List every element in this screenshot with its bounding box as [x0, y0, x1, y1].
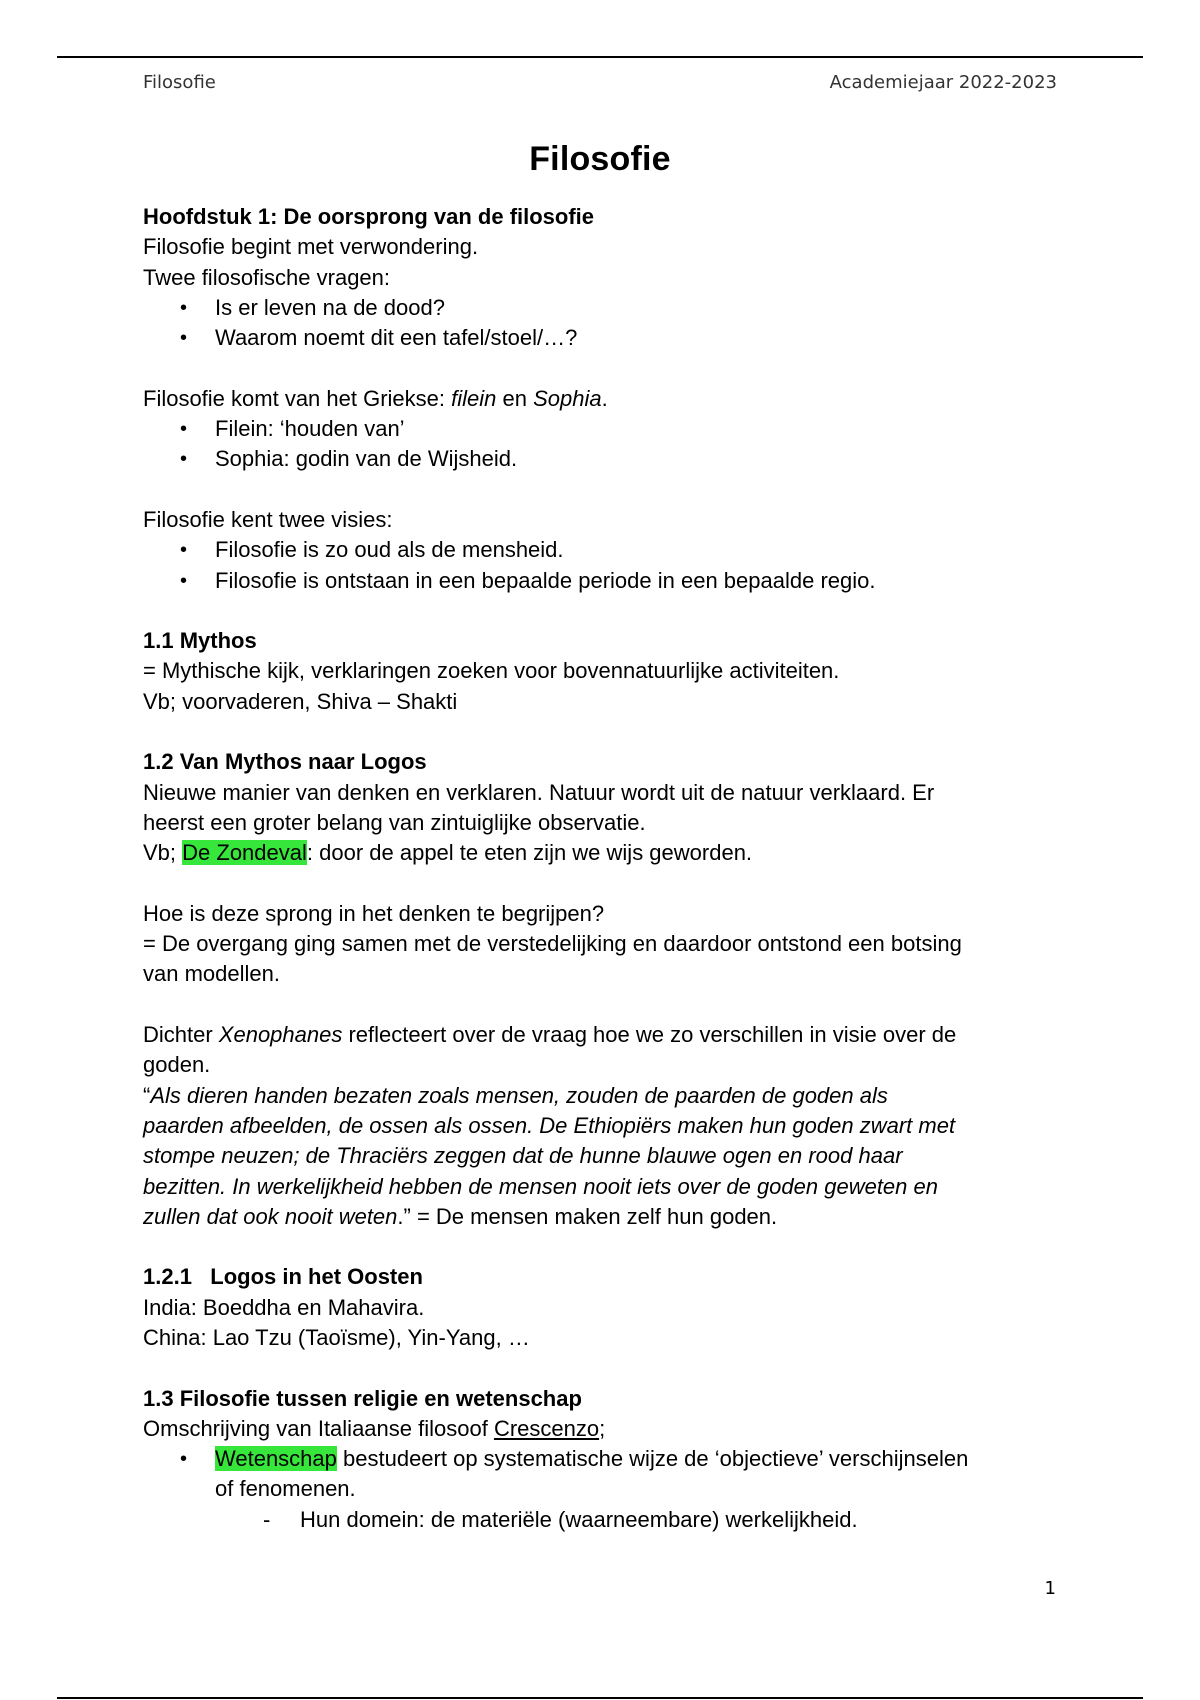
blank-line	[143, 869, 1063, 899]
text-run: .” = De mensen maken zelf hun goden.	[397, 1203, 778, 1229]
chapter-heading: Hoofdstuk 1: De oorsprong van de filosofie	[143, 204, 595, 229]
italic-term: filein	[451, 385, 497, 411]
paragraph	[143, 384, 1063, 414]
text-run: Vb;	[143, 840, 183, 866]
section-heading: 1.1 Mythos	[143, 628, 257, 654]
italic-term: Xenophanes	[218, 1022, 343, 1048]
blank-line	[143, 353, 1063, 383]
bullet-list	[143, 1444, 1063, 1505]
page-number: 1	[1044, 1578, 1056, 1599]
blank-line	[143, 1232, 1063, 1262]
bullet-list	[143, 293, 1063, 354]
highlighted-term: De Zondeval	[182, 840, 307, 866]
quote-line	[143, 1081, 1063, 1111]
quote-text: zullen dat ook nooit weten	[143, 1203, 398, 1229]
blank-line	[143, 1353, 1063, 1383]
paragraph	[143, 838, 1063, 868]
text-run: : door de appel te eten zijn we wijs geworden.	[306, 840, 753, 866]
running-header-right: Academiejaar 2022-2023	[829, 72, 1057, 93]
footer-rule	[57, 1697, 1143, 1699]
quote-line	[143, 1202, 1063, 1232]
bullet-list	[143, 414, 1063, 475]
quote-text: Als dieren handen bezaten zoals mensen, zouden de paarden de goden als	[150, 1082, 888, 1108]
list-item: • Filosofie is ontstaan in een bepaalde periode in een bepaalde regio.	[143, 566, 1063, 596]
italic-term: Sophia	[533, 385, 602, 411]
paragraph	[143, 1414, 1063, 1444]
quote-line	[143, 1141, 1063, 1171]
quote-text: paarden afbeelden, de ossen als ossen. De Ethiopiërs maken hun goden zwart met	[143, 1112, 956, 1138]
blank-line	[143, 596, 1063, 626]
section-heading: 1.3 Filosofie tussen religie en wetenschap	[143, 1385, 582, 1411]
list-item: • Is er leven na de dood?	[143, 293, 1063, 323]
paragraph: China: Lao Tzu (Taoïsme), Yin-Yang, …	[143, 1324, 530, 1350]
quote-text: stompe neuzen; de Thraciërs zeggen dat de hunne blauwe ogen en rood haar	[143, 1143, 903, 1169]
text-run: Omschrijving van Italiaanse filosoof	[143, 1415, 494, 1441]
text-run: Dichter	[143, 1022, 219, 1048]
highlighted-term: Wetenschap	[215, 1446, 337, 1472]
blank-line	[143, 475, 1063, 505]
paragraph: Filosofie kent twee visies:	[143, 506, 393, 532]
paragraph: Hoe is deze sprong in het denken te begrijpen?	[143, 900, 605, 926]
header-rule	[57, 56, 1143, 58]
subsection-heading: 1.2.1 Logos in het Oosten	[143, 1264, 423, 1290]
blank-line	[143, 717, 1063, 747]
paragraph: goden.	[143, 1052, 211, 1078]
section-heading: 1.2 Van Mythos naar Logos	[143, 749, 427, 775]
quote-line	[143, 1172, 1063, 1202]
blank-line	[143, 990, 1063, 1020]
paragraph: van modellen.	[143, 961, 280, 987]
text-run: of fenomenen.	[215, 1476, 356, 1502]
list-item: • Sophia: godin van de Wijsheid.	[143, 444, 1063, 474]
list-item: • Filosofie is zo oud als de mensheid.	[143, 535, 1063, 565]
text-run: .	[601, 385, 608, 411]
paragraph: Twee filosofische vragen:	[143, 264, 391, 290]
quote-text: bezitten. In werkelijkheid hebben de mensen nooit iets over de goden geweten en	[143, 1173, 938, 1199]
list-item: • Waarom noemt dit een tafel/stoel/…?	[143, 323, 1063, 353]
dash-list-item	[143, 1505, 1063, 1535]
paragraph: India: Boeddha en Mahavira.	[143, 1294, 425, 1320]
text-run: ;	[599, 1415, 606, 1441]
paragraph: Nieuwe manier van denken en verklaren. Natuur wordt uit de natuur verklaard. Er	[143, 779, 935, 805]
text-run: bestudeert op systematische wijze de ‘objectieve’ verschijnselen	[336, 1446, 969, 1472]
paragraph: Filosofie begint met verwondering.	[143, 234, 479, 260]
paragraph: = De overgang ging samen met de verstedelijking en daardoor ontstond een botsing	[143, 931, 962, 957]
paragraph: heerst een groter belang van zintuiglijke observatie.	[143, 809, 646, 835]
underlined-term: Crescenzo	[493, 1415, 600, 1441]
paragraph: = Mythische kijk, verklaringen zoeken voor bovennatuurlijke activiteiten.	[143, 658, 840, 684]
list-item: • Filein: ‘houden van’	[143, 414, 1063, 444]
text-run: en	[496, 385, 534, 411]
paragraph: Vb; voorvaderen, Shiva – Shakti	[143, 688, 458, 714]
document-title: Filosofie	[529, 140, 671, 178]
bullet-list	[143, 535, 1063, 596]
running-header-left: Filosofie	[143, 72, 216, 93]
quote-line	[143, 1111, 1063, 1141]
paragraph	[143, 1020, 1063, 1050]
dash-marker: -	[263, 1506, 271, 1532]
text-run: reflecteert over de vraag hoe we zo verschillen in visie over de	[342, 1022, 957, 1048]
text-run: “	[143, 1082, 151, 1108]
text-run: Hun domein: de materiële (waarneembare) werkelijkheid.	[300, 1506, 858, 1532]
list-item	[143, 1444, 1063, 1505]
document-body	[143, 202, 1063, 1535]
text-run: Filosofie komt van het Griekse:	[143, 385, 452, 411]
